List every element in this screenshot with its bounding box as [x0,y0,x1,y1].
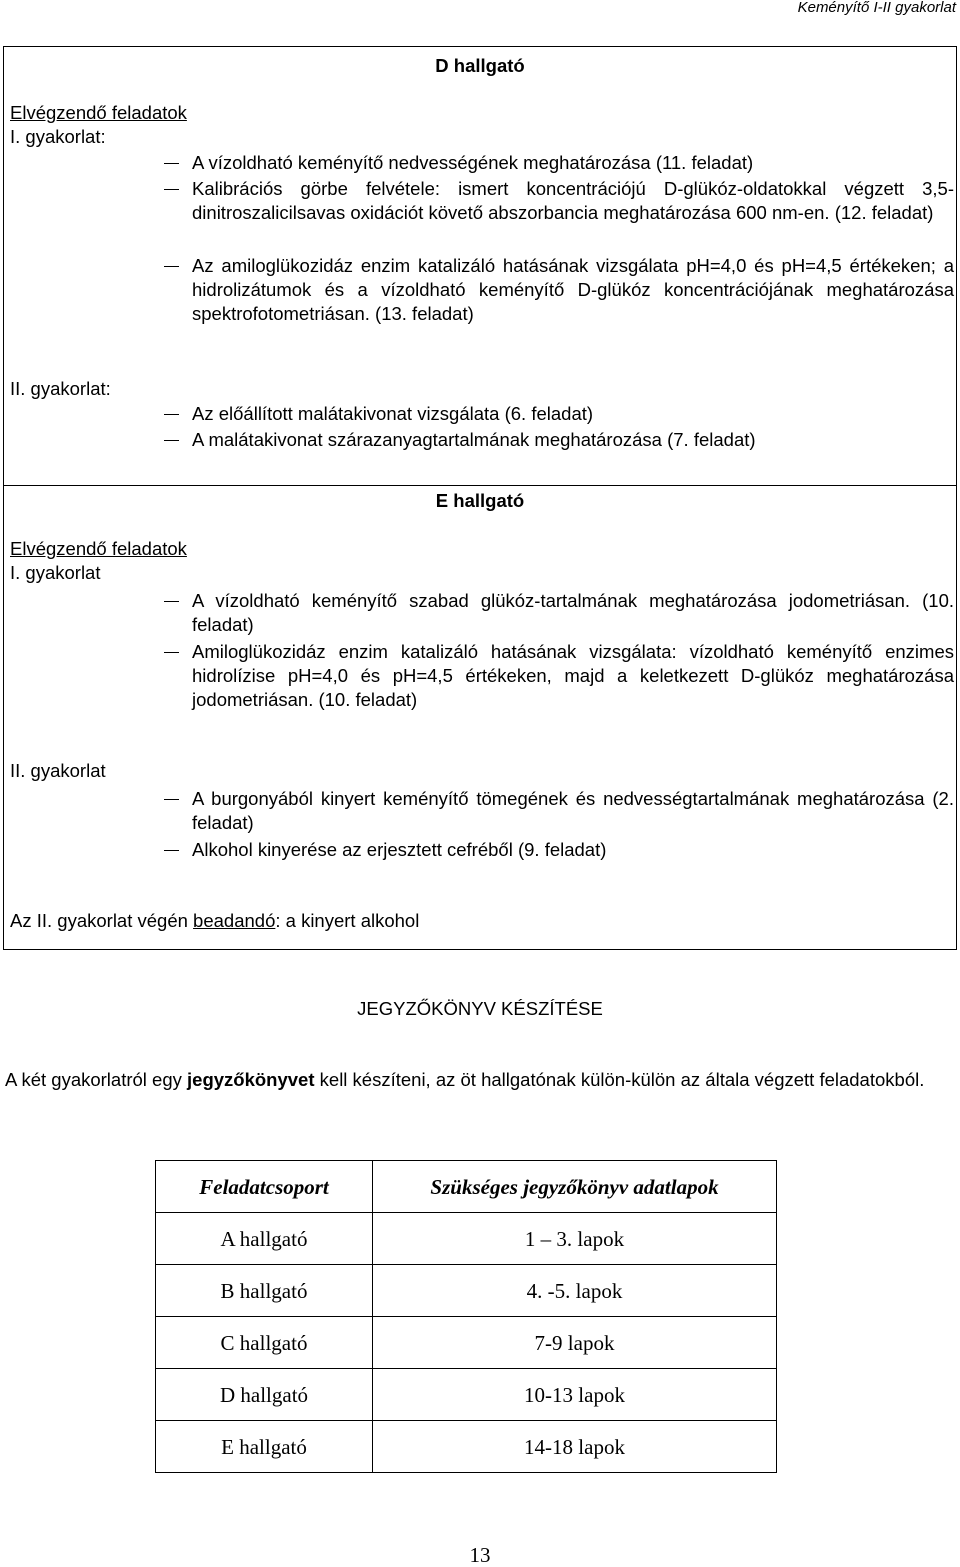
report-para-bold: jegyzőkönyvet [187,1069,315,1090]
table-cell: 1 – 3. lapok [373,1213,777,1265]
e-practice1-label: I. gyakorlat [10,562,101,583]
e-practice2-label: II. gyakorlat [10,760,106,781]
table-cell: C hallgató [156,1317,373,1369]
d-practice1-item: A vízoldható keményítő nedvességének meghatározása (11. feladat) [192,152,754,173]
d-practice2-item: A malátakivonat szárazanyagtartalmának meghatározása (7. feladat) [192,429,756,450]
table-header-row [156,1161,777,1213]
bullet-dash [164,189,179,190]
d-practice1-label: I. gyakorlat: [10,126,106,147]
table-cell: B hallgató [156,1265,373,1317]
e-tasks-label: Elvégzendő feladatok [10,538,187,559]
bullet-dash [164,652,179,653]
e-practice1-item: Amiloglükozidáz enzim katalizáló hatásának vizsgálata: vízoldható keményítő enzimes hidrolízise pH=4,0 és pH=4,5 értékeken, majd a keletkezett D-glükóz meghatározása jodometriásan. (10. feladat) [192,641,954,710]
d-practice1-item: Az amiloglükozidáz enzim katalizáló hatásának vizsgálata pH=4,0 és pH=4,5 értékeken; a hidrolizátumok és a vízoldható keményítő D-glükóz koncentrációjának meghatározása spektrofotometriásan. (13. feladat) [192,255,954,324]
table-row [156,1369,777,1421]
table-row [156,1317,777,1369]
table-cell: 10-13 lapok [373,1369,777,1421]
report-paragraph [5,1068,956,1092]
report-para-end: kell készíteni, az öt hallgatónak külön-külön az általa végzett feladatokból. [314,1069,925,1090]
table-cell: E hallgató [156,1421,373,1473]
submission-underlined: beadandó [193,910,276,931]
datasheet-table [155,1160,777,1473]
table-cell: A hallgató [156,1213,373,1265]
table-row [156,1421,777,1473]
e-practice2-item: A burgonyából kinyert keményítő tömegének és nedvességtartalmának meghatározása (2. feladat) [192,788,954,833]
e-student-heading: E hallgató [435,490,525,511]
table-cell: 4. -5. lapok [373,1265,777,1317]
d-tasks-label: Elvégzendő feladatok [10,102,187,123]
report-para-start: A két gyakorlatról egy [5,1069,188,1090]
table-row [156,1265,777,1317]
table-cell: 14-18 lapok [373,1421,777,1473]
submission-suffix: : a kinyert alkohol [275,910,420,931]
e-practice1-item: A vízoldható keményítő szabad glükóz-tartalmának meghatározása jodometriásan. (10. feladat) [192,590,954,635]
d-student-heading: D hallgató [435,55,525,76]
task-box [3,46,957,950]
bullet-dash [164,414,179,415]
running-header: Keményítő I-II gyakorlat [797,0,956,16]
bullet-dash [164,163,179,164]
table-cell: 7-9 lapok [373,1317,777,1369]
submission-prefix: Az II. gyakorlat végén [10,910,194,931]
section-divider [4,485,956,486]
table-row [156,1213,777,1265]
submission-note [10,909,419,933]
bullet-dash [164,850,179,851]
e-practice2-item: Alkohol kinyerése az erjesztett cefréből (9. feladat) [192,839,607,860]
d-practice2-label: II. gyakorlat: [10,378,111,399]
d-practice2-item: Az előállított malátakivonat vizsgálata (6. feladat) [192,403,594,424]
report-heading: JEGYZŐKÖNYV KÉSZÍTÉSE [357,998,603,1019]
bullet-dash [164,601,179,602]
table-header-cell: Feladatcsoport [156,1161,373,1213]
d-practice1-item: Kalibrációs görbe felvétele: ismert koncentrációjú D-glükóz-oldatokkal végzett 3,5-dinitroszalicilsavas oxidációt követő abszorbancia meghatározása 600 nm-en. (12. feladat) [192,178,954,223]
table-header-cell: Szükséges jegyzőkönyv adatlapok [373,1161,777,1213]
page-number: 13 [469,1543,491,1567]
bullet-dash [164,440,179,441]
bullet-dash [164,266,179,267]
table-cell: D hallgató [156,1369,373,1421]
bullet-dash [164,799,179,800]
